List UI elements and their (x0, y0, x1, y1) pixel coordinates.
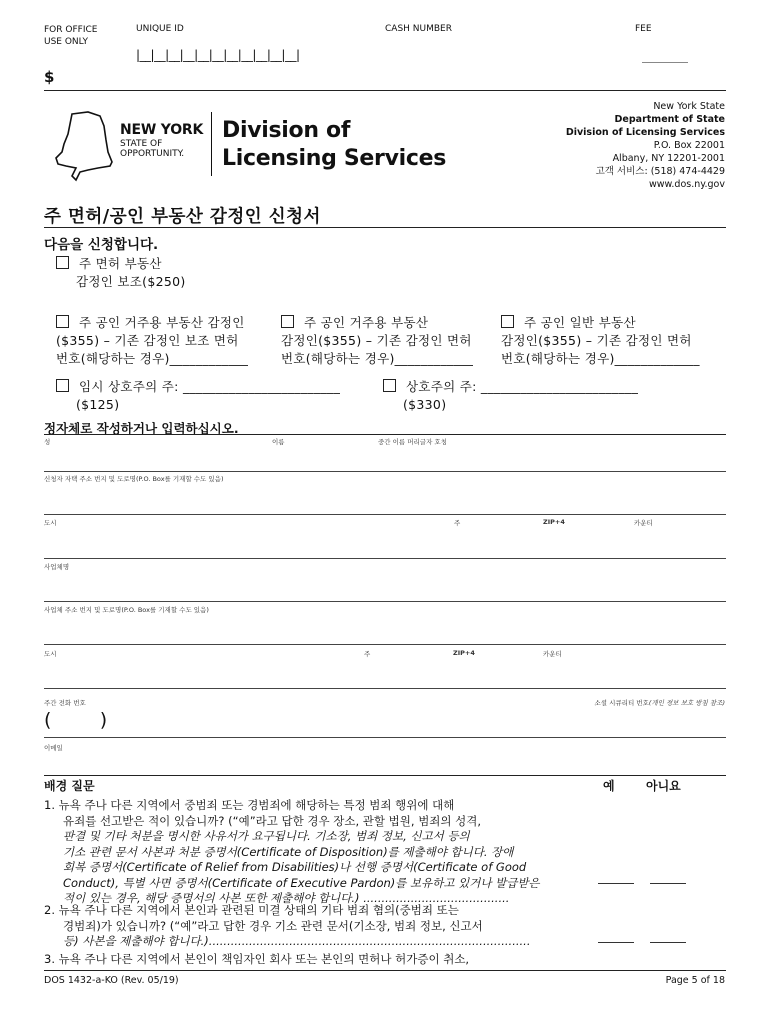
business-zip-label: ZIP+4 (453, 649, 475, 657)
title-divider (44, 227, 726, 228)
yes-column-label: 예 (603, 779, 615, 793)
option-residential-certified[interactable]: 주 공인 거주용 부동산 감정인($355) – 기존 감정인 면허 번호(해당하는 경우)____________ (281, 315, 474, 366)
page-number: Page 5 of 18 (665, 975, 725, 986)
business-state-label: 주 (364, 650, 371, 658)
first-name-label: 이름 (272, 438, 285, 446)
ny-state-map-icon (54, 110, 116, 186)
for-office-use-label: FOR OFFICE USE ONLY (44, 25, 98, 47)
checkbox-residential-certified[interactable] (281, 315, 294, 328)
option-residential-appraiser[interactable]: 주 공인 거주용 부동산 감정인 ($355) – 기존 감정인 보조 면허 번호(해당하는 경우)____________ (56, 315, 249, 366)
form-id: DOS 1432-a-KO (Rev. 05/19) (44, 975, 179, 986)
day-phone-label: 주간 전화 번호 (44, 699, 86, 707)
business-city-label: 도시 (44, 650, 57, 658)
unique-id-label: UNIQUE ID (136, 24, 184, 34)
header-divider (44, 90, 726, 91)
city-row-bottom-rule (44, 558, 726, 559)
home-address-bottom-rule (44, 514, 726, 515)
state-label: 주 (454, 519, 461, 527)
business-city-bottom-rule (44, 688, 726, 689)
business-name-input[interactable] (44, 572, 726, 598)
brand-line-2: STATE OF (120, 139, 163, 149)
print-heading: 정자체로 작성하거나 입력하십시오. (44, 421, 239, 436)
background-heading: 배경 질문 (44, 779, 95, 793)
address-state: New York State (653, 101, 725, 112)
city-label: 도시 (44, 519, 57, 527)
question-3: 3. 뉴욕 주나 다른 지역에서 본인이 책임자인 회사 또는 본인의 면허나 허가증이 취소, (44, 952, 470, 966)
business-address-label: 사업체 주소 번지 및 도로명(P.O. Box를 기재할 수도 있음) (44, 606, 209, 614)
email-input[interactable] (44, 753, 726, 773)
email-label: 이메일 (44, 744, 63, 752)
phone-row-bottom-rule (44, 737, 726, 738)
footer-divider (44, 970, 726, 971)
brand-line-3: OPPORTUNITY. (120, 149, 185, 159)
checkbox-reciprocity[interactable] (383, 379, 396, 392)
name-input-area[interactable] (44, 446, 726, 470)
q2-no-blank[interactable] (650, 942, 686, 943)
checkbox-general-certified[interactable] (501, 315, 514, 328)
business-county-label: 카운티 (543, 650, 562, 658)
checkbox-temporary-reciprocity[interactable] (56, 379, 69, 392)
city-state-zip-input[interactable] (44, 528, 726, 556)
logo-divider (211, 112, 212, 176)
name-row-bottom-rule (44, 471, 726, 472)
apply-heading: 다음을 신청합니다. (44, 237, 159, 253)
division-line-2: Licensing Services (222, 146, 447, 171)
checkbox-trainee[interactable] (56, 256, 69, 269)
checkbox-residential-appraiser[interactable] (56, 315, 69, 328)
ssn-input[interactable] (400, 708, 726, 734)
address-web[interactable]: www.dos.ny.gov (648, 179, 725, 190)
last-name-label: 성 (44, 438, 51, 446)
phone-input[interactable]: ( ) (44, 709, 108, 731)
brand-line-1: NEW YORK (120, 122, 204, 138)
business-name-label: 사업체명 (44, 563, 70, 571)
zip-label: ZIP+4 (543, 518, 565, 526)
email-bottom-rule (44, 775, 726, 776)
business-city-input[interactable] (44, 659, 726, 685)
question-2: 2. 뉴욕 주나 다른 지역에서 본인과 관련된 미결 상태의 기타 범죄 혐의(중범죄 또는 경범죄)가 있습니까? (“예”라고 답한 경우 기소 관련 문서(기소장, 범죄 정보, 신고서 등) 사본을 제출해야 합니다.)........................................................................................ (44, 903, 531, 948)
unique-id-boxes[interactable]: |__|__|__|__|__|__|__|__|__|__|__| (136, 48, 300, 62)
option-temporary-reciprocity[interactable]: 임시 상호주의 주: ________________________ ($125) (56, 378, 340, 414)
address-division: Division of Licensing Services (565, 127, 725, 138)
address-dept: Department of State (614, 114, 725, 125)
home-address-input[interactable] (44, 484, 726, 512)
address-box: P.O. Box 22001 (653, 140, 725, 151)
question-1: 1. 뉴욕 주나 다른 지역에서 중범죄 또는 경범죄에 해당하는 특정 범죄 행위에 대해 유죄를 선고받은 적이 있습니까? (“예”라고 답한 경우 장소, 관할 법원, 범죄의 성격, 판결 및 기타 처분을 명시한 사유서가 요구됩니다. 기소장, 범죄 정보, 신고서 등의 기소 관련 문서 사본과 처분 증명서(Certificate of Disposition)를 제출해야 합니다. 장애 회복 증명서(Certificate of Relief from Disabilities)나 선행 증명서(Certificate of Good Conduct), 특별 사면 증명서(Certificate of Executive Pardon)를 보유하고 있거나 발급받은 적이 있는 경우, 해당 증명서의 사본 또한 제출해야 합니다.) ........................................ (44, 798, 540, 905)
cash-number-label: CASH NUMBER (385, 24, 452, 34)
business-address-input[interactable] (44, 615, 726, 641)
home-address-label: 신청자 자택 주소 번지 및 도로명(P.O. Box를 기재할 수도 있음) (44, 475, 224, 483)
option-reciprocity[interactable]: 상호주의 주: ________________________ ($330) (383, 378, 638, 414)
address-block (566, 100, 725, 191)
name-row-top-rule (44, 434, 726, 435)
fee-line[interactable] (642, 62, 688, 63)
form-title: 주 면허/공인 부동산 감정인 신청서 (44, 207, 321, 227)
q1-yes-blank[interactable] (598, 883, 634, 884)
business-name-bottom-rule (44, 601, 726, 602)
ssn-label: 소셜 시큐리티 번호(개인 정보 보호 방침 참조) (594, 699, 725, 707)
option-trainee[interactable]: 주 면허 부동산 감정인 보조($250) (56, 255, 186, 291)
option-general-certified[interactable]: 주 공인 일반 부동산 감정인($355) – 기존 감정인 면허 번호(해당하는 경우)_____________ (501, 315, 700, 366)
fee-label: FEE (635, 24, 652, 34)
q2-yes-blank[interactable] (598, 942, 634, 943)
dollar-sign: $ (44, 68, 55, 86)
address-city: Albany, NY 12201-2001 (612, 153, 725, 164)
no-column-label: 아니요 (646, 779, 681, 793)
division-line-1: Division of (222, 118, 351, 143)
q1-no-blank[interactable] (650, 883, 686, 884)
address-service: 고객 서비스: (518) 474-4429 (595, 166, 725, 177)
middle-initial-label: 중간 이름 머리글자 호칭 (378, 438, 447, 446)
county-label: 카운티 (634, 519, 653, 527)
business-address-bottom-rule (44, 644, 726, 645)
